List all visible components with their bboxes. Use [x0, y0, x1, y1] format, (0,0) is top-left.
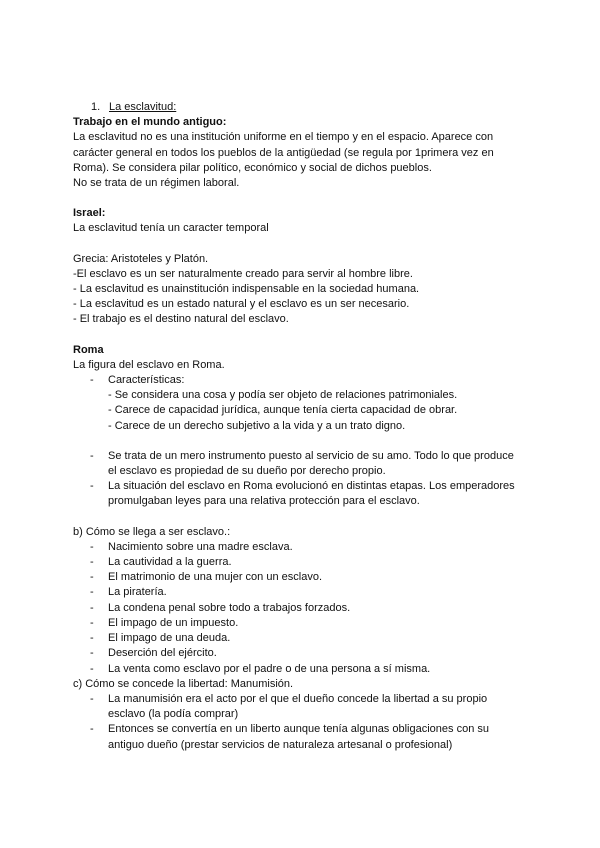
list-item — [73, 631, 533, 646]
section-title-line — [73, 100, 533, 115]
dash-bullet: - — [90, 449, 94, 462]
dash-bullet: - — [90, 647, 94, 660]
caracteristicas-label: Características: — [108, 374, 185, 387]
grecia-item: - La esclavitud es unainstitución indispensable en la sociedad humana. — [73, 283, 420, 296]
caracteristicas-item — [73, 373, 533, 388]
heading-como-esclavo: b) Cómo se llega a ser esclavo.: — [73, 525, 231, 538]
list-item — [73, 585, 533, 600]
roma-point-continuation: promulgaban leyes para una relativa protección para el esclavo. — [108, 495, 420, 508]
roma-point-text: Se trata de un mero instrumento puesto al servicio de su amo. Todo lo que produce — [108, 449, 514, 462]
dash-bullet: - — [90, 616, 94, 629]
israel-text: La esclavitud tenía un caracter temporal — [73, 222, 269, 235]
list-item — [73, 570, 533, 585]
paragraph-line: Roma). Se considera pilar político, económico y social de dichos pueblos. — [73, 161, 432, 174]
heading-libertad: c) Cómo se concede la libertad: Manumisión. — [73, 677, 294, 690]
list-item-text: La venta como esclavo por el padre o de una persona a sí misma. — [108, 662, 431, 675]
caracteristica-line: - Carece de capacidad jurídica, aunque tenía cierta capacidad de obrar. — [108, 404, 458, 417]
list-item-text: La piratería. — [108, 586, 167, 599]
section-title: La esclavitud: — [109, 101, 177, 113]
list-item — [73, 555, 533, 570]
dash-bullet: - — [90, 723, 94, 736]
document-page — [73, 100, 533, 753]
libertad-point-continuation: esclavo (la podía comprar) — [108, 708, 239, 721]
list-item-text: El matrimonio de una mujer con un esclavo. — [108, 571, 322, 584]
roma-intro: La figura del esclavo en Roma. — [73, 358, 225, 371]
list-item — [73, 616, 533, 631]
section-number: 1. — [91, 101, 101, 113]
libertad-point — [73, 692, 533, 707]
grecia-item: - El trabajo es el destino natural del esclavo. — [73, 313, 289, 326]
libertad-point-continuation: antiguo dueño (prestar servicios de naturaleza artesanal o profesional) — [108, 738, 453, 751]
roma-point — [73, 449, 533, 464]
heading-mundo-antiguo: Trabajo en el mundo antiguo: — [73, 116, 227, 129]
paragraph-line: La esclavitud no es una institución uniforme en el tiempo y en el espacio. Aparece con — [73, 131, 494, 144]
libertad-point-text: La manumisión era el acto por el que el dueño concede la libertad a su propio — [108, 692, 488, 705]
list-item-text: La cautividad a la guerra. — [108, 556, 232, 569]
dash-bullet: - — [90, 586, 94, 599]
list-item — [73, 601, 533, 616]
dash-bullet: - — [90, 571, 94, 584]
list-item-text: La condena penal sobre todo a trabajos forzados. — [108, 601, 351, 614]
grecia-item: -El esclavo es un ser naturalmente creado para servir al hombre libre. — [73, 267, 413, 280]
heading-israel: Israel: — [73, 207, 106, 220]
grecia-intro: Grecia: Aristoteles y Platón. — [73, 252, 209, 265]
dash-bullet: - — [90, 540, 94, 553]
heading-roma: Roma — [73, 343, 104, 356]
roma-point-text: La situación del esclavo en Roma evolucionó en distintas etapas. Los emperadores — [108, 480, 515, 493]
list-item-text: Deserción del ejército. — [108, 647, 217, 660]
list-item — [73, 662, 533, 677]
list-item — [73, 646, 533, 661]
caracteristica-line: - Se considera una cosa y podía ser objeto de relaciones patrimoniales. — [108, 389, 458, 402]
caracteristica-line: - Carece de un derecho subjetivo a la vida y a un trato digno. — [108, 419, 406, 432]
dash-bullet: - — [90, 480, 94, 493]
list-item-text: El impago de un impuesto. — [108, 616, 239, 629]
dash-bullet: - — [90, 374, 94, 387]
roma-point — [73, 479, 533, 494]
paragraph-line: No se trata de un régimen laboral. — [73, 177, 240, 190]
grecia-item: - La esclavitud es un estado natural y el esclavo es un ser necesario. — [73, 298, 410, 311]
dash-bullet: - — [90, 601, 94, 614]
libertad-point-text: Entonces se convertía en un liberto aunque tenía algunas obligaciones con su — [108, 723, 489, 736]
list-item — [73, 540, 533, 555]
roma-point-continuation: el esclavo es propiedad de su dueño por derecho propio. — [108, 465, 386, 478]
libertad-point — [73, 722, 533, 737]
list-item-text: El impago de una deuda. — [108, 632, 231, 645]
paragraph-line: carácter general en todos los pueblos de la antigüedad (se regula por 1primera vez en — [73, 146, 494, 159]
dash-bullet: - — [90, 632, 94, 645]
list-item-text: Nacimiento sobre una madre esclava. — [108, 540, 293, 553]
dash-bullet: - — [90, 556, 94, 569]
dash-bullet: - — [90, 692, 94, 705]
dash-bullet: - — [90, 662, 94, 675]
